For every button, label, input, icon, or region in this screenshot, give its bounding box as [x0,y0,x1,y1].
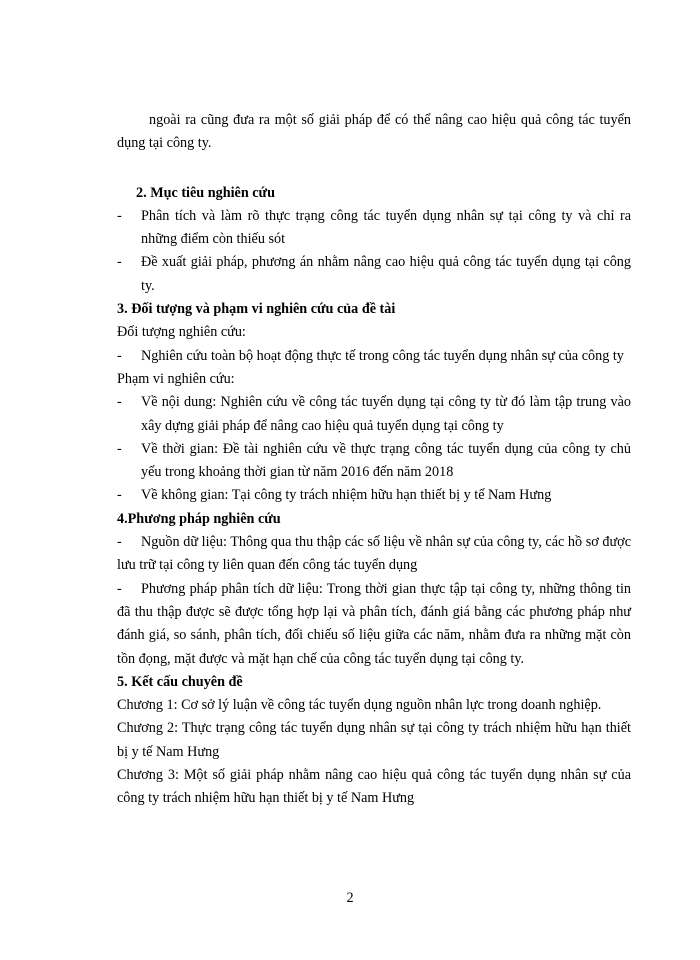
bullet-dash: - [117,254,122,271]
bullet-dash: - [117,347,122,364]
section-4-heading: 4.Phương pháp nghiên cứu [117,510,281,527]
bullet-text: Về không gian: Tại công ty trách nhiệm hữu hạn thiết bị y tế Nam Hưng [141,487,552,504]
bullet-text: Về nội dung: Nghiên cứu về công tác tuyển dụng tại công ty từ đó làm tập trung vào xây dựng giải pháp để nâng cao hiệu quả tuyển dụng tại công ty [141,394,631,434]
list-item [117,578,631,671]
bullet-dash: - [117,487,122,504]
bullet-dash: - [117,207,122,224]
chapter-2-line: Chương 2: Thực trạng công tác tuyển dụng nhân sự tại công ty trách nhiệm hữu hạn thiết bị y tế Nam Hưng [117,720,631,760]
section-3-heading: 3. Đối tượng và phạm vi nghiên cứu của đề tài [117,301,396,318]
section-5-heading: 5. Kết cấu chuyên đề [117,673,243,690]
chapter-3-line: Chương 3: Một số giải pháp nhằm nâng cao hiệu quả công tác tuyển dụng nhân sự của công ty trách nhiệm hữu hạn thiết bị y tế Nam Hưng [117,767,631,807]
bullet-dash: - [117,440,122,457]
object-label: Đối tượng nghiên cứu: [117,324,246,341]
page-number: 2 [346,890,354,906]
page-content [117,109,631,811]
bullet-text: Nghiên cứu toàn bộ hoạt động thực tế trong công tác tuyển dụng nhân sự của công ty [141,347,624,364]
bullet-text: Phương pháp phân tích dữ liệu: Trong thời gian thực tập tại công ty, những thông tin đã thu thập được sẽ được tổng hợp lại và phân tích, đánh giá bằng các phương pháp như đánh giá, so sánh, phân tích, đối chiếu số liệu giữa các năm, nhằm đưa ra những mặt còn tồn đọng, mặt được và mặt hạn chế của công tác tuyển dụng tại công ty. [117,580,631,667]
list-item [117,251,631,298]
bullet-dash: - [117,580,122,597]
bullet-text: Phân tích và làm rõ thực trạng công tác tuyển dụng nhân sự tại công ty và chỉ ra những điểm còn thiếu sót [141,207,631,248]
bullet-text: Nguồn dữ liệu: Thông qua thu thập các số liệu về nhân sự của công ty, các hồ sơ được lưu trữ tại công ty liên quan đến công tác tuyển dụng [117,534,631,574]
section-2-heading: 2. Mục tiêu nghiên cứu [136,184,275,201]
list-item [117,531,631,578]
scope-label: Phạm vi nghiên cứu: [117,370,235,387]
list-item [117,345,631,368]
chapter-1-line: Chương 1: Cơ sở lý luận về công tác tuyển dụng nguồn nhân lực trong doanh nghiệp. [117,697,602,714]
bullet-text: Về thời gian: Đề tài nghiên cứu về thực trạng công tác tuyển dụng của công ty chủ yếu trong khoảng thời gian từ năm 2016 đến năm 2018 [141,440,631,481]
list-item [117,205,631,252]
bullet-dash: - [117,394,122,411]
list-item [117,484,631,507]
intro-paragraph: ngoài ra cũng đưa ra một số giải pháp để có thể nâng cao hiệu quả công tác tuyển dụng tại công ty. [117,112,631,152]
list-item [117,438,631,485]
list-item [117,391,631,438]
bullet-dash: - [117,534,122,551]
bullet-text: Đề xuất giải pháp, phương án nhằm nâng cao hiệu quả công tác tuyển dụng tại công ty. [141,254,631,294]
